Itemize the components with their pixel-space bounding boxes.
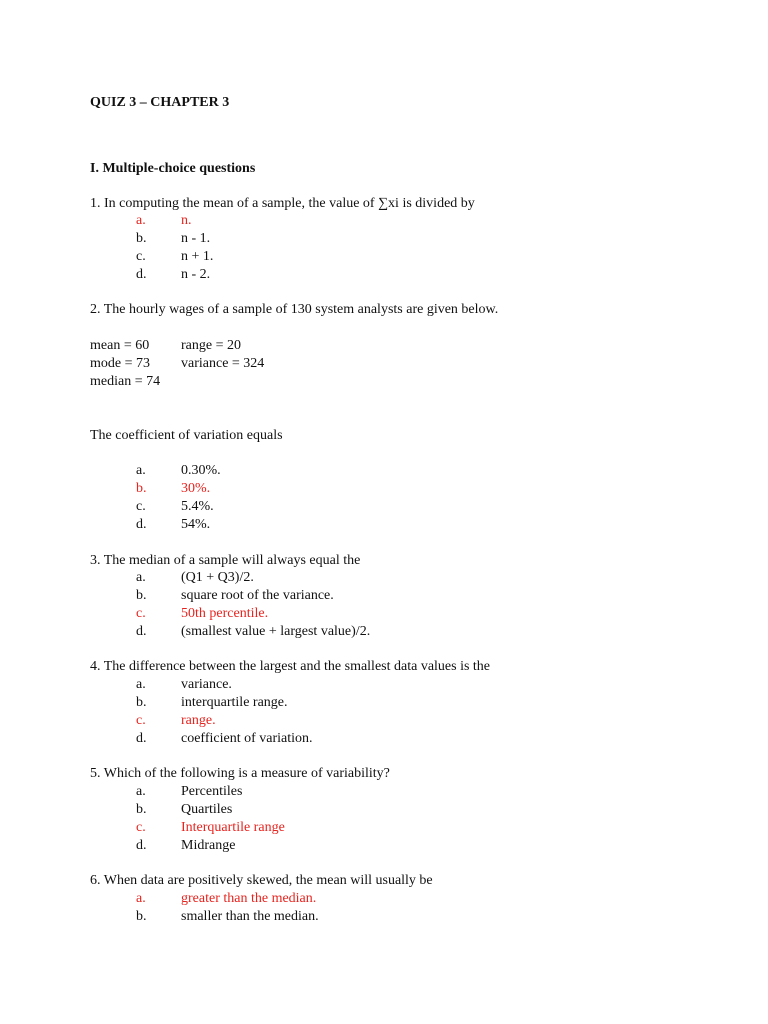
page-title: QUIZ 3 – CHAPTER 3: [90, 95, 230, 110]
option-letter: a.: [136, 891, 146, 906]
option-letter: d.: [136, 517, 147, 532]
option-text: Quartiles: [181, 802, 233, 817]
question-3-stem: 3. The median of a sample will always equal the: [90, 553, 361, 568]
option-letter: a.: [136, 463, 146, 478]
option-letter: c.: [136, 713, 146, 728]
option-letter: d.: [136, 838, 147, 853]
option-text: (smallest value + largest value)/2.: [181, 624, 371, 639]
option-text: 54%.: [181, 517, 211, 532]
question-2-stem: 2. The hourly wages of a sample of 130 system analysts are given below.: [90, 302, 499, 317]
option-letter: a.: [136, 570, 146, 585]
option-text: 5.4%.: [181, 499, 214, 514]
stat-median: median = 74: [90, 374, 161, 389]
option-text: 0.30%.: [181, 463, 221, 478]
option-letter: b.: [136, 588, 147, 603]
stat-mode: mode = 73: [90, 356, 150, 371]
option-text: interquartile range.: [181, 695, 288, 710]
stat-mean: mean = 60: [90, 338, 150, 353]
option-letter: a.: [136, 784, 146, 799]
option-letter: b.: [136, 909, 147, 924]
stat-range: range = 20: [181, 338, 241, 353]
option-text: (Q1 + Q3)/2.: [181, 570, 254, 585]
option-letter: d.: [136, 624, 147, 639]
option-text: n + 1.: [181, 249, 214, 264]
option-letter: c.: [136, 499, 146, 514]
option-text: coefficient of variation.: [181, 731, 313, 746]
option-letter: d.: [136, 267, 147, 282]
option-letter: c.: [136, 606, 146, 621]
section-heading: I. Multiple-choice questions: [90, 161, 256, 176]
option-text: Interquartile range: [181, 820, 285, 835]
question-1-stem: 1. In computing the mean of a sample, the value of ∑xi is divided by: [90, 196, 475, 211]
option-letter: a.: [136, 677, 146, 692]
option-letter: b.: [136, 695, 147, 710]
option-text: Midrange: [181, 838, 236, 853]
option-letter: c.: [136, 249, 146, 264]
option-text: n.: [181, 213, 192, 228]
question-5-stem: 5. Which of the following is a measure of variability?: [90, 766, 390, 781]
option-text: range.: [181, 713, 216, 728]
question-4-stem: 4. The difference between the largest and the smallest data values is the: [90, 659, 491, 674]
option-letter: b.: [136, 481, 147, 496]
option-letter: b.: [136, 231, 147, 246]
option-letter: b.: [136, 802, 147, 817]
option-text: n - 2.: [181, 267, 211, 282]
option-text: n - 1.: [181, 231, 211, 246]
option-text: 30%.: [181, 481, 211, 496]
option-text: Percentiles: [181, 784, 243, 799]
option-text: variance.: [181, 677, 232, 692]
question-2-prompt: The coefficient of variation equals: [90, 428, 283, 443]
question-6-stem: 6. When data are positively skewed, the mean will usually be: [90, 873, 433, 888]
option-text: square root of the variance.: [181, 588, 334, 603]
option-letter: d.: [136, 731, 147, 746]
option-text: smaller than the median.: [181, 909, 319, 924]
option-text: greater than the median.: [181, 891, 317, 906]
option-text: 50th percentile.: [181, 606, 269, 621]
option-letter: c.: [136, 820, 146, 835]
option-letter: a.: [136, 213, 146, 228]
stat-variance: variance = 324: [181, 356, 265, 371]
